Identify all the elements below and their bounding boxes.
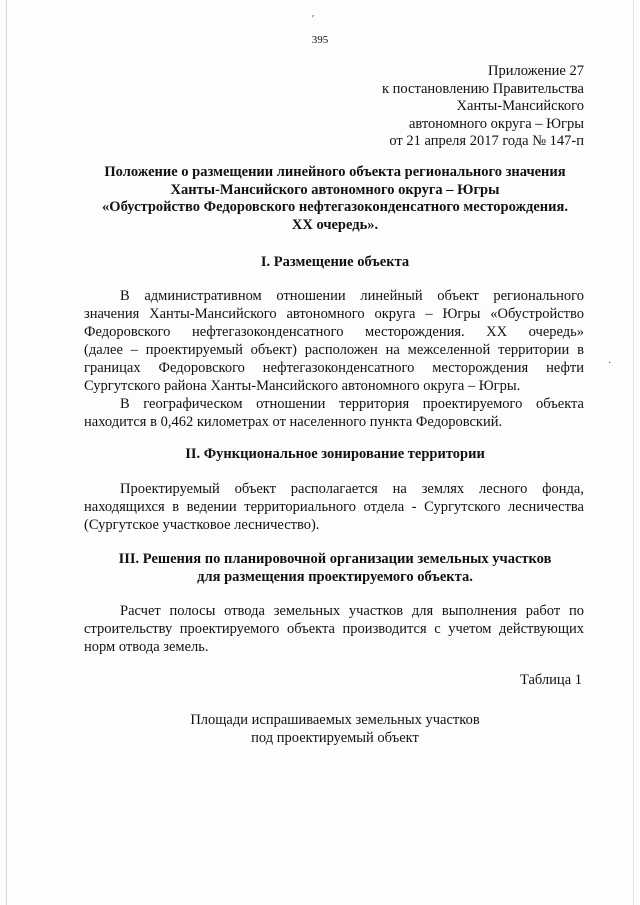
appendix-line: к постановлению Правительства (382, 80, 584, 97)
paragraph-line: В административном отношении линейный объект регионального (120, 288, 584, 304)
paragraph-line: Федоровского нефтегазоконденсатного месторождения. ХХ очередь» (84, 324, 584, 340)
title-line: Ханты-Мансийского автономного округа – Югры (170, 181, 500, 198)
section-heading (70, 254, 600, 272)
scan-edge-left (6, 0, 7, 905)
paragraph-line: (Сургутское участковое лесничество). (84, 517, 320, 533)
appendix-line: автономного округа – Югры (408, 115, 584, 132)
paragraph-line: значения Ханты-Мансийского автономного округа – Югры «Обустройство (84, 306, 584, 322)
appendix-line: от 21 апреля 2017 года № 147-п (389, 133, 584, 149)
title-line: ХХ очередь». (291, 216, 379, 233)
section-heading-line: II. Функциональное зонирование территории (185, 446, 485, 462)
scan-mark: · (608, 358, 612, 369)
paragraph-line: (далее – проектируемый объект) расположен на межселенной территории в (84, 342, 584, 358)
section-heading (70, 446, 600, 464)
table-label: Таблица 1 (519, 672, 582, 688)
scan-mark: ′ (312, 14, 315, 25)
appendix-reference (324, 63, 584, 151)
paragraph-line: Сургутского района Ханты-Мансийского автономного округа – Югры. (84, 378, 521, 394)
page-number: 395 (311, 34, 329, 46)
table-title (70, 711, 600, 747)
appendix-line: Ханты-Мансийского (456, 98, 584, 114)
paragraph (84, 602, 584, 656)
table-title-line: Площади испрашиваемых земельных участков (190, 712, 480, 728)
section-heading-line: для размещения проектируемого объекта. (197, 568, 473, 585)
title-line: «Обустройство Федоровского нефтегазоконденсатного месторождения. (102, 199, 568, 215)
table-title-line: под проектируемый объект (251, 730, 419, 746)
paragraph-line: находящихся в ведении территориального отдела - Сургутского лесничества (84, 499, 584, 515)
section-heading (70, 551, 600, 586)
paragraph (84, 480, 584, 534)
title-line: Положение о размещении линейного объекта регионального значения (104, 164, 566, 180)
scan-edge-right (633, 0, 634, 905)
paragraph (84, 395, 584, 431)
paragraph-line: строительству проектируемого объекта производится с учетом действующих (84, 621, 584, 637)
document-title (70, 164, 600, 234)
paragraph-line: норм отвода земель. (84, 639, 209, 655)
paragraph (84, 287, 584, 395)
paragraph-line: В географическом отношении территория проектируемого объекта (120, 396, 584, 412)
paragraph-line: Проектируемый объект располагается на землях лесного фонда, (120, 481, 584, 497)
paragraph-line: границах Федоровского нефтегазоконденсатного месторождения нефти (84, 360, 584, 376)
paragraph-line: находится в 0,462 километрах от населенного пункта Федоровский. (84, 414, 503, 430)
paragraph-line: Расчет полосы отвода земельных участков для выполнения работ по (120, 603, 584, 619)
section-heading-line: III. Решения по планировочной организации земельных участков (118, 551, 552, 567)
section-heading-line: I. Размещение объекта (260, 254, 410, 270)
appendix-line: Приложение 27 (488, 63, 584, 79)
